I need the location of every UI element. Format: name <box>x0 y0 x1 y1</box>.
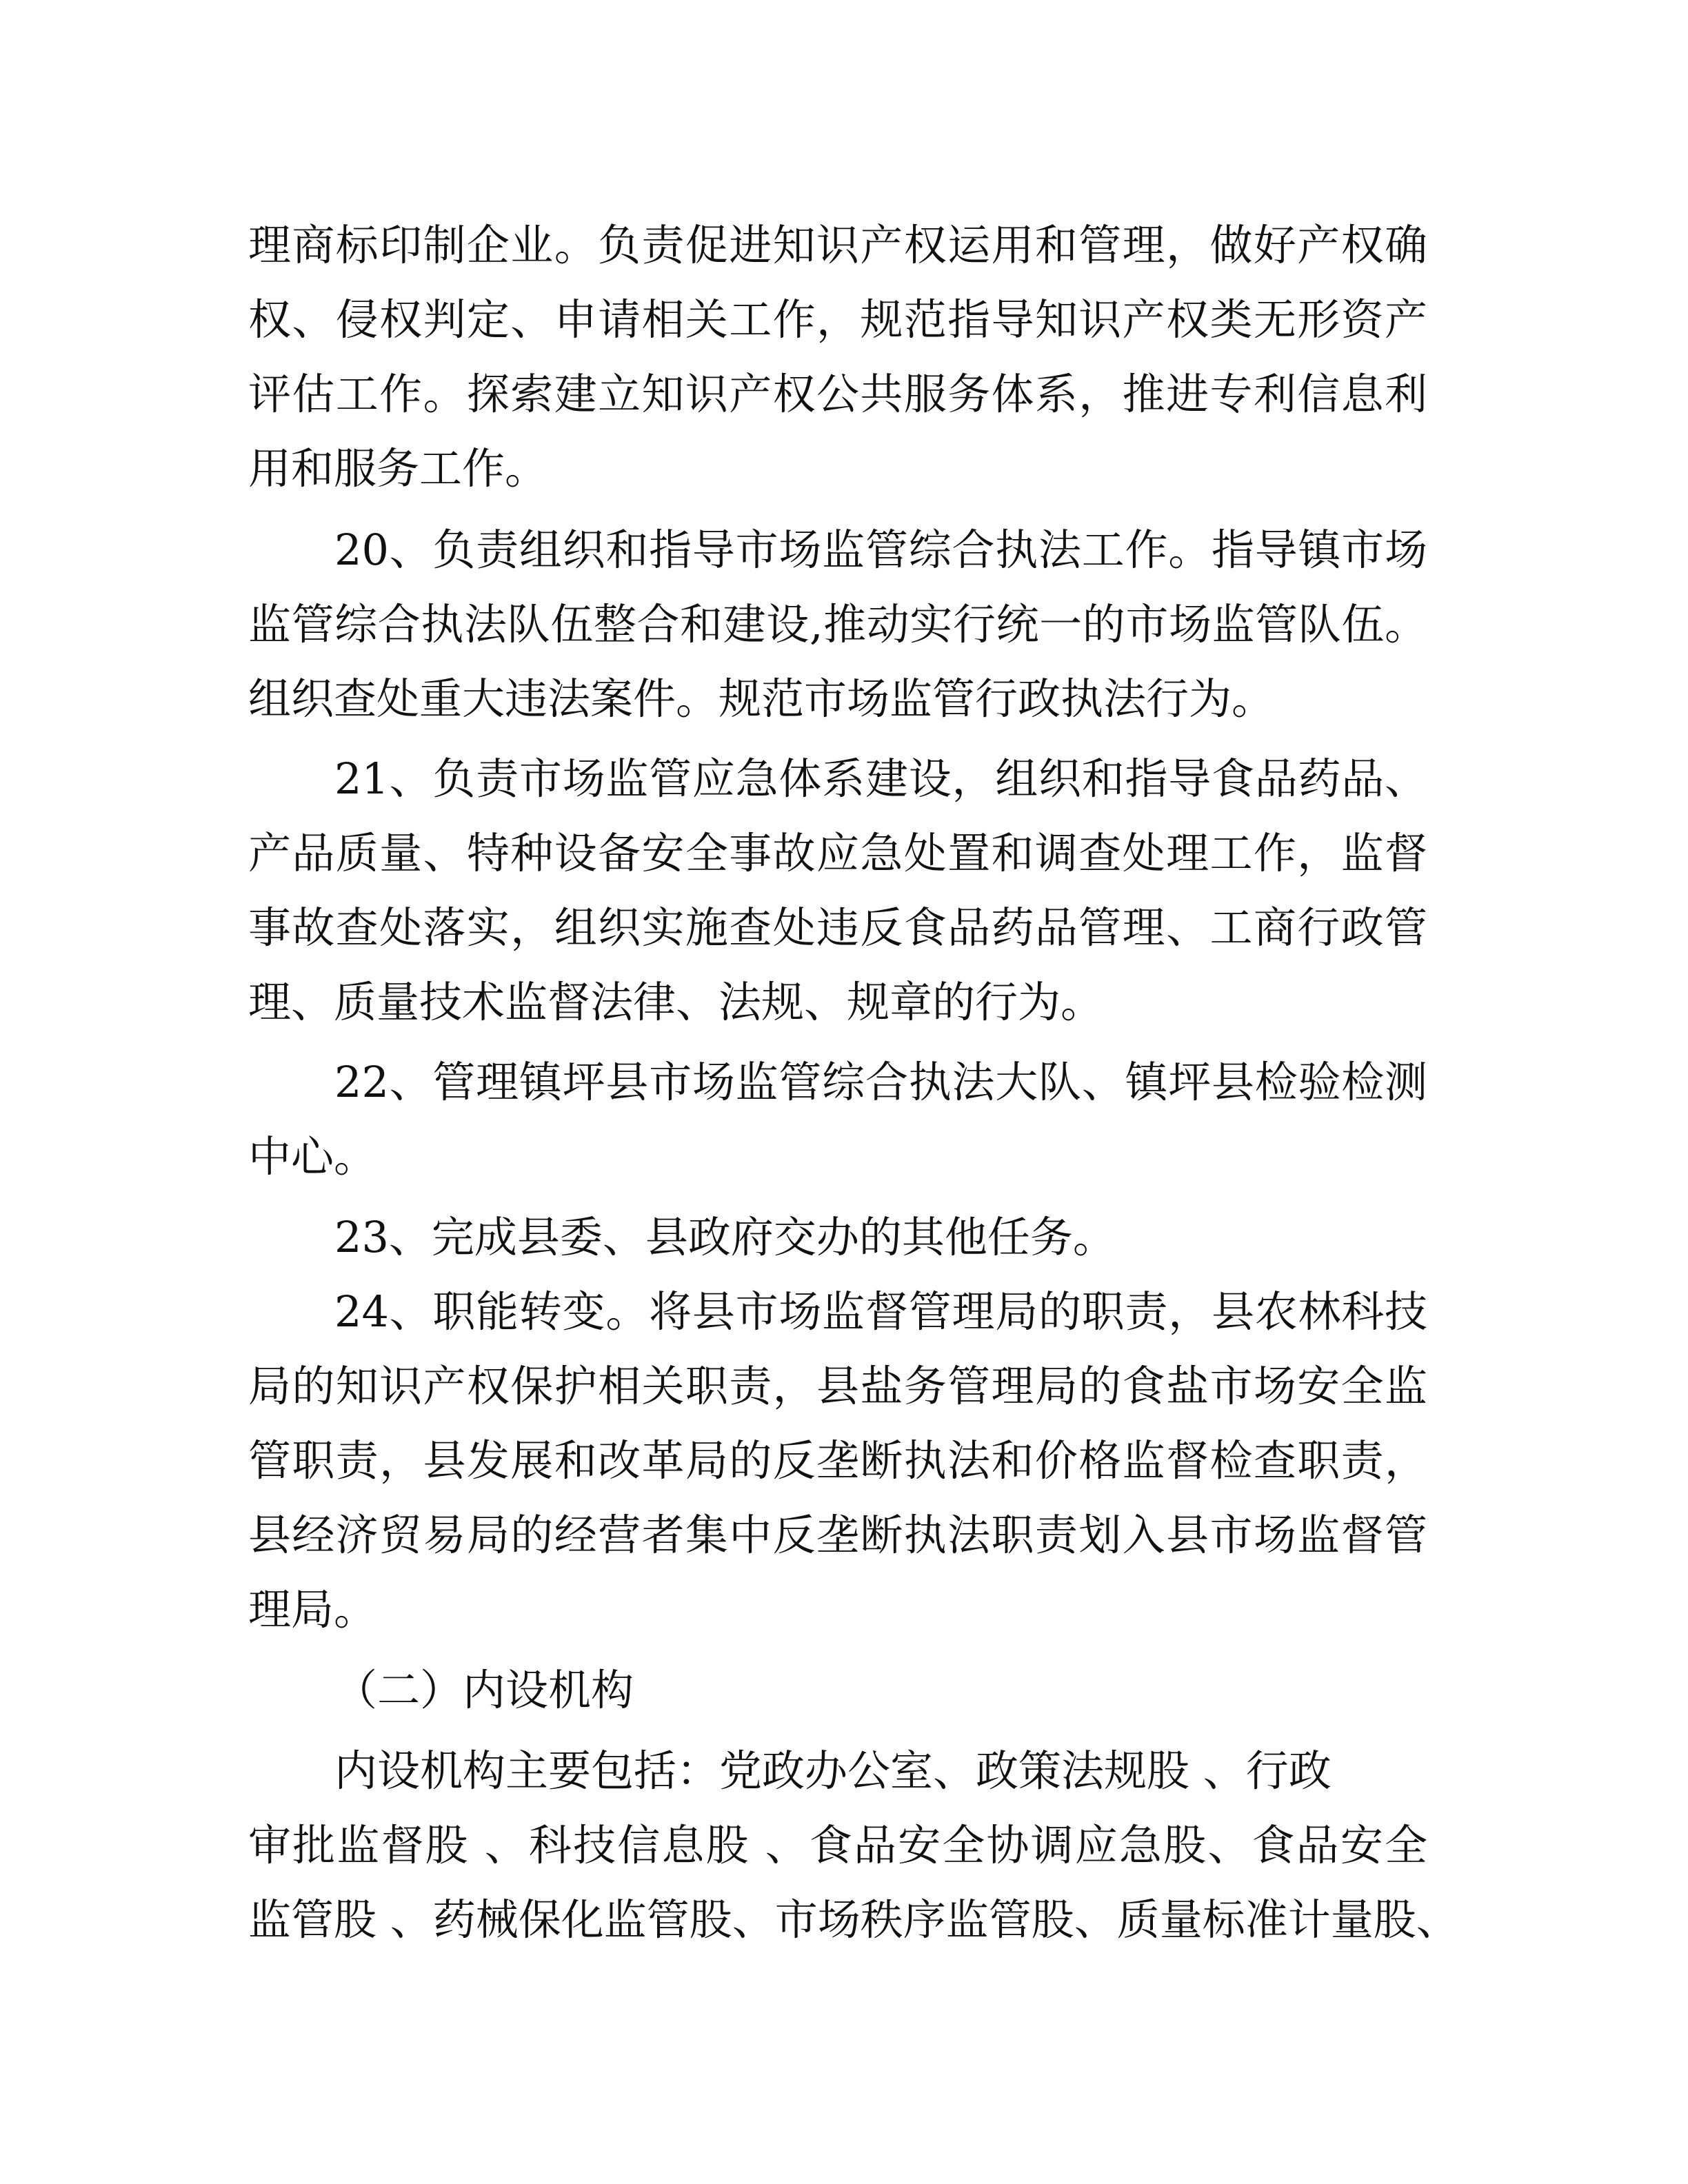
text-line: 20、负责组织和指导市场监管综合执法工作。指导镇市场 <box>334 525 1427 575</box>
text-line: 理、质量技术监督法律、法规、规章的行为。 <box>248 977 1104 1027</box>
text-line: 产品质量、特种设备安全事故应急处置和调查处理工作，监督 <box>248 828 1427 878</box>
text-line: 评估工作。探索建立知识产权公共服务体系，推进专利信息利 <box>248 369 1427 419</box>
section-heading: （二）内设机构 <box>334 1665 634 1715</box>
text-line: 监管股 、药械保化监管股、市场秩序监管股、质量标准计量股、 <box>248 1894 1459 1945</box>
text-line: 审批监督股 、科技信息股 、食品安全协调应急股、食品安全 <box>248 1820 1427 1870</box>
text-line: 理商标印制企业。负责促进知识产权运用和管理，做好产权确 <box>248 220 1427 270</box>
text-line: 监管综合执法队伍整合和建设,推动实行统一的市场监管队伍。 <box>248 599 1427 649</box>
text-line: 事故查处落实，组织实施查处违反食品药品管理、工商行政管 <box>248 902 1427 953</box>
text-line: 局的知识产权保护相关职责，县盐务管理局的食盐市场安全监 <box>248 1361 1427 1411</box>
text-line: 内设机构主要包括：党政办公室、政策法规股 、行政 <box>334 1746 1332 1796</box>
text-line: 用和服务工作。 <box>248 443 548 494</box>
text-line: 中心。 <box>248 1131 377 1182</box>
text-line: 21、负责市场监管应急体系建设，组织和指导食品药品、 <box>334 754 1427 804</box>
text-line: 23、完成县委、县政府交办的其他任务。 <box>334 1212 1116 1262</box>
text-line: 权、侵权判定、申请相关工作，规范指导知识产权类无形资产 <box>248 294 1427 345</box>
text-line: 22、管理镇坪县市场监管综合执法大队、镇坪县检验检测 <box>334 1057 1427 1107</box>
text-line: 组织查处重大违法案件。规范市场监管行政执法行为。 <box>248 674 1275 724</box>
text-line: 管职责，县发展和改革局的反垄断执法和价格监督检查职责， <box>248 1435 1427 1486</box>
text-line: 24、职能转变。将县市场监督管理局的职责，县农林科技 <box>334 1286 1427 1337</box>
text-line: 县经济贸易局的经营者集中反垄断执法职责划入县市场监督管 <box>248 1510 1427 1560</box>
text-line: 理局。 <box>248 1584 377 1635</box>
